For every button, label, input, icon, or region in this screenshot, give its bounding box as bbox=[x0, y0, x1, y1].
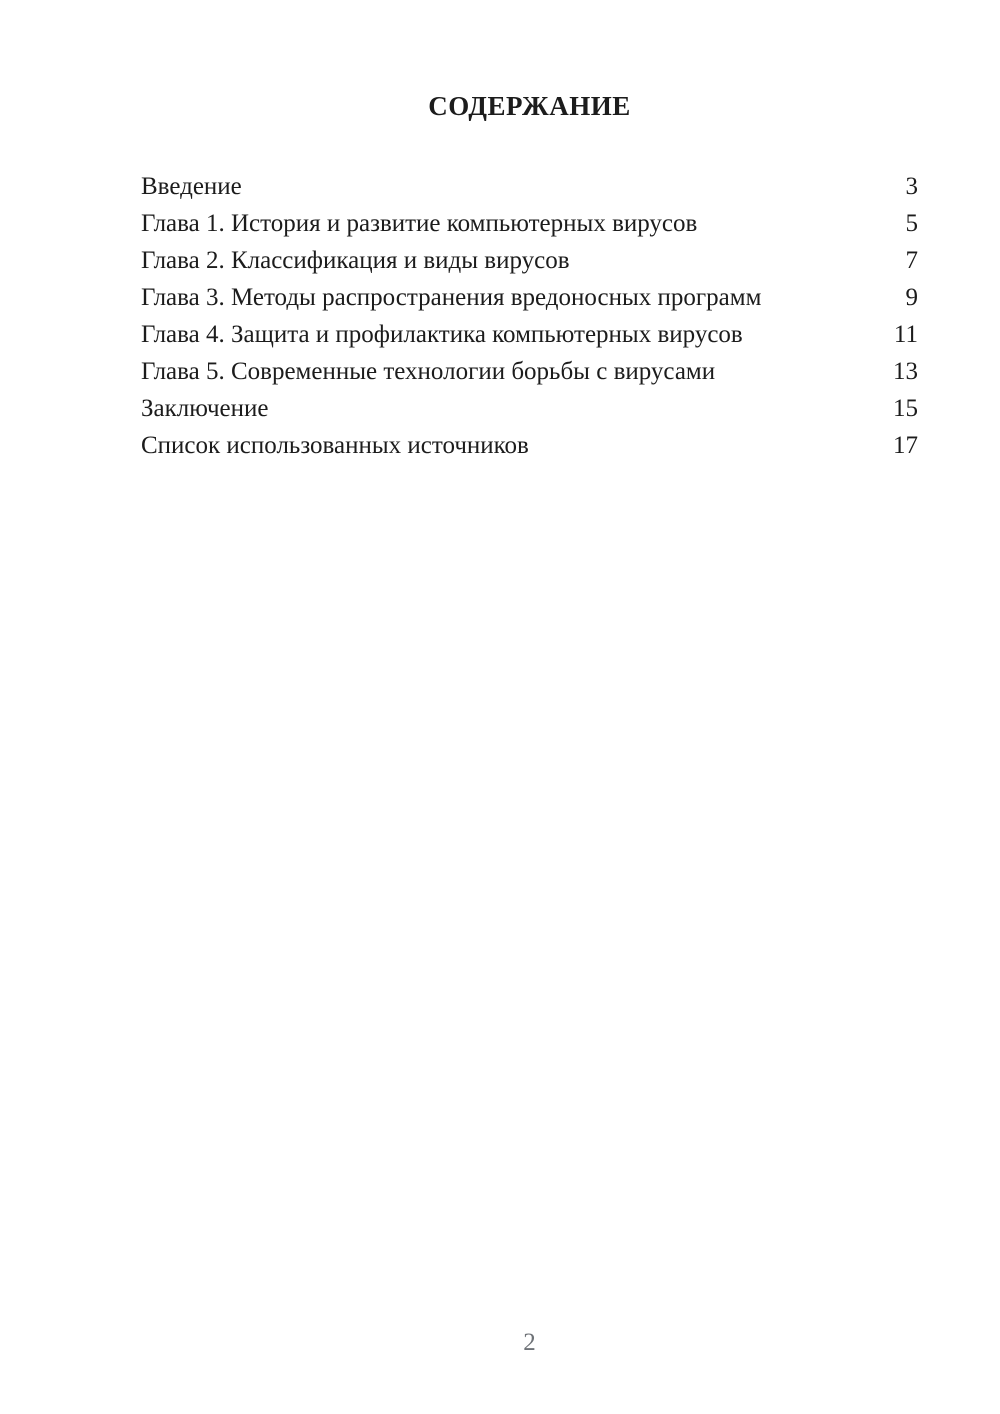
toc-entry-label: Глава 5. Современные технологии борьбы с вирусами bbox=[141, 358, 716, 385]
toc-entry-page: 13 bbox=[893, 358, 918, 385]
toc-entry bbox=[141, 353, 918, 390]
toc-entry-page: 5 bbox=[905, 210, 918, 237]
toc-entry-page: 7 bbox=[905, 247, 918, 274]
toc-entry bbox=[141, 279, 918, 316]
toc-entry bbox=[141, 242, 918, 279]
toc-entry-label: Глава 2. Классификация и виды вирусов bbox=[141, 247, 570, 274]
toc-title: СОДЕРЖАНИЕ bbox=[428, 91, 631, 121]
toc-entry-page: 15 bbox=[893, 395, 918, 422]
toc-entry-label: Введение bbox=[141, 173, 242, 200]
toc-entry-page: 11 bbox=[893, 321, 918, 348]
toc-entry-label: Список использованных источников bbox=[141, 432, 529, 459]
toc-entry bbox=[141, 390, 918, 427]
toc-entry-page: 17 bbox=[893, 432, 918, 459]
toc-entry-label: Заключение bbox=[141, 395, 269, 422]
toc-entry bbox=[141, 205, 918, 242]
footer-page-number: 2 bbox=[523, 1329, 536, 1356]
toc-entry-page: 3 bbox=[905, 173, 918, 200]
toc-entry-label: Глава 1. История и развитие компьютерных вирусов bbox=[141, 210, 698, 237]
toc-entry-label: Глава 3. Методы распространения вредоносных программ bbox=[141, 284, 762, 311]
toc-entry-label: Глава 4. Защита и профилактика компьютерных вирусов bbox=[141, 321, 743, 348]
toc-entry-page: 9 bbox=[905, 284, 918, 311]
toc-entry bbox=[141, 168, 918, 205]
toc-entry bbox=[141, 316, 918, 353]
toc-entry bbox=[141, 427, 918, 464]
toc-list bbox=[141, 168, 918, 464]
